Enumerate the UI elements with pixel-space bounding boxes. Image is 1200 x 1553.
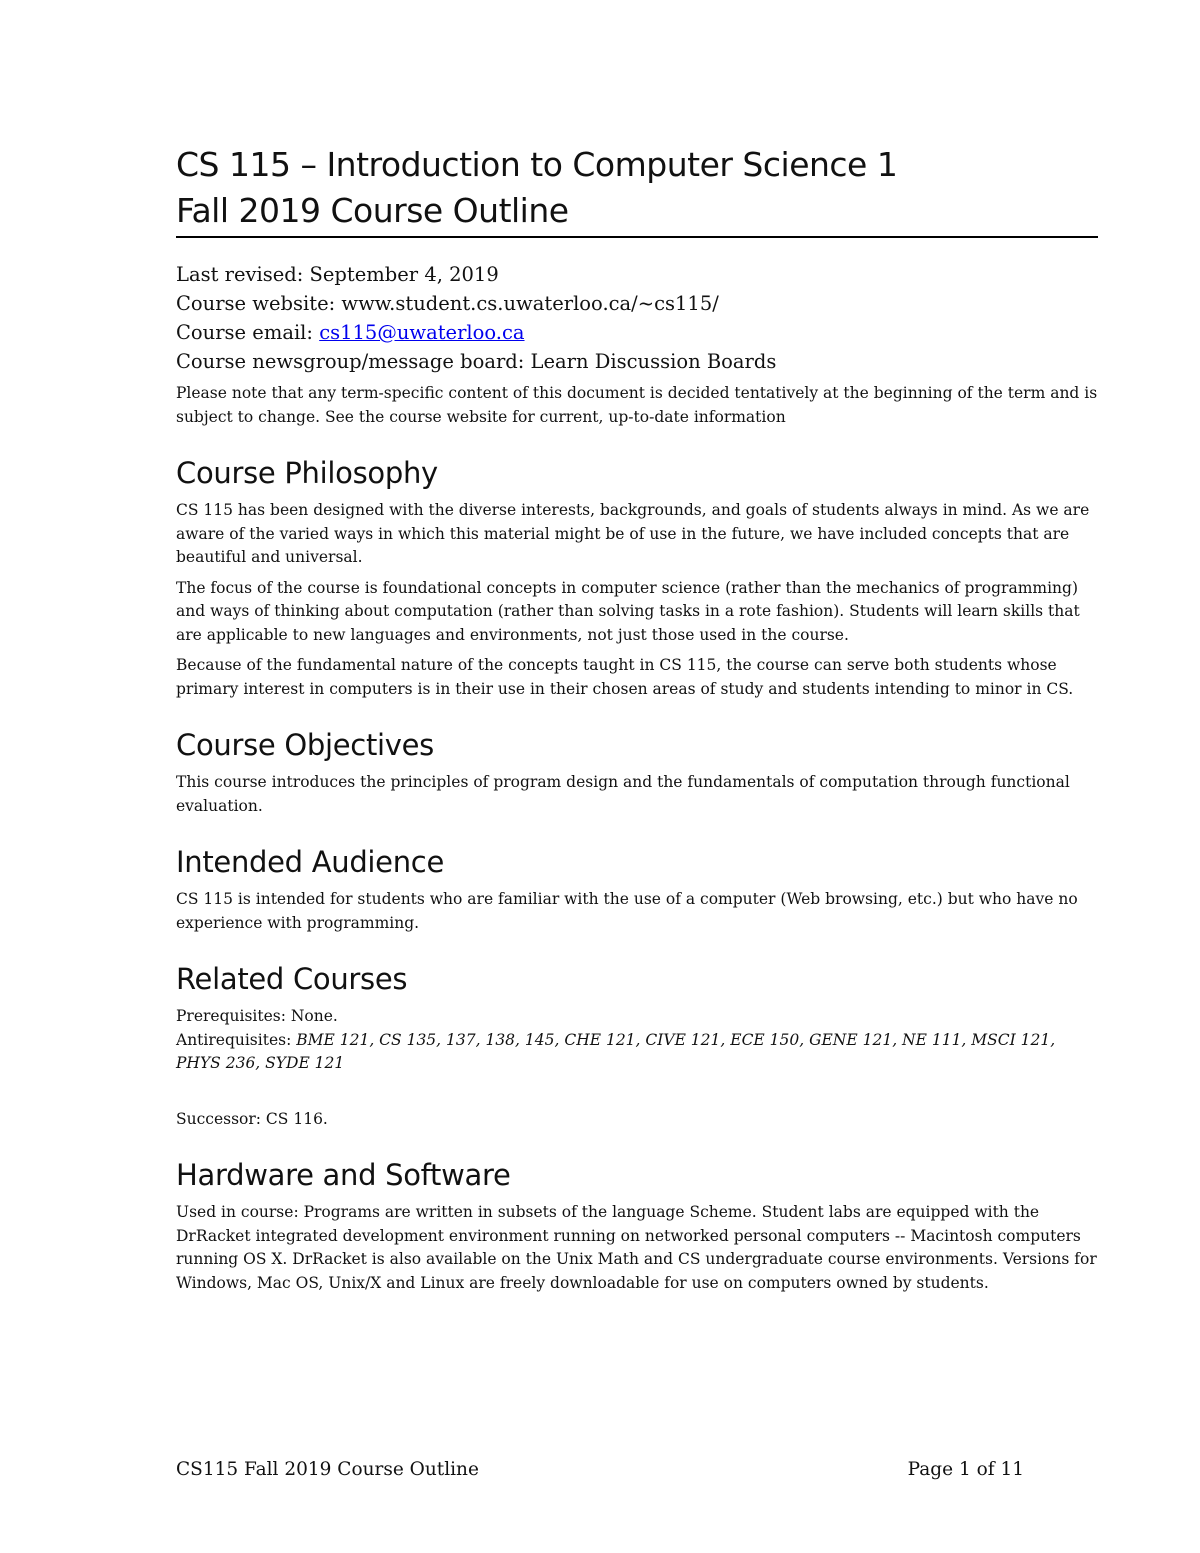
section-philosophy — [176, 455, 1098, 701]
successor: Successor: CS 116. — [176, 1109, 328, 1128]
term-note: Please note that any term-specific content of this document is decided tentatively at the beginning of the term and is subject to change. See the course website for current, up-to-date information — [176, 384, 1098, 426]
antirequisites — [176, 1029, 1098, 1076]
heading-related-courses: Related Courses — [176, 962, 408, 996]
course-website: Course website: www.student.cs.uwaterloo.ca/~cs115/ — [176, 292, 719, 315]
antirequisites-list: BME 121, CS 135, 137, 138, 145, CHE 121, CIVE 121, ECE 150, GENE 121, NE 111, MSCI 121, PHYS 236, SYDE 121 — [176, 1030, 1056, 1072]
footer-title: CS115 Fall 2019 Course Outline — [176, 1459, 479, 1480]
section-related-courses — [176, 961, 1098, 1131]
last-revised: Last revised: September 4, 2019 — [176, 263, 499, 286]
document-subtitle: Fall 2019 Course Outline — [176, 191, 569, 230]
philosophy-paragraph-1: CS 115 has been designed with the diverse interests, backgrounds, and goals of students always in mind. As we are aware of the varied ways in which this material might be of use in the future, we have included concepts that are beautiful and universal. — [176, 501, 1090, 566]
prerequisites: Prerequisites: None. — [176, 1007, 338, 1025]
title-block — [176, 142, 1098, 238]
heading-audience: Intended Audience — [176, 845, 444, 879]
course-meta — [176, 260, 1098, 376]
antirequisites-label: Antirequisites: — [176, 1030, 297, 1049]
section-audience — [176, 844, 1098, 935]
section-hardware-software — [176, 1157, 1098, 1295]
course-email — [176, 318, 1098, 347]
section-objectives — [176, 727, 1098, 818]
heading-philosophy: Course Philosophy — [176, 456, 438, 490]
page-content — [176, 142, 1098, 1302]
course-email-link[interactable]: cs115@uwaterloo.ca — [319, 321, 525, 344]
heading-objectives: Course Objectives — [176, 728, 434, 762]
philosophy-paragraph-3: Because of the fundamental nature of the concepts taught in CS 115, the course can serve both students whose primary interest in computers is in their use in their chosen areas of study and students intending to minor in CS. — [176, 656, 1074, 698]
audience-paragraph: CS 115 is intended for students who are familiar with the use of a computer (Web browsing, etc.) but who have no experience with programming. — [176, 890, 1078, 932]
objectives-paragraph: This course introduces the principles of program design and the fundamentals of computation through functional evaluation. — [176, 773, 1070, 815]
page-number: Page 1 of 11 — [907, 1459, 1024, 1480]
heading-hardware-software: Hardware and Software — [176, 1158, 511, 1192]
hardware-paragraph: Used in course: Programs are written in subsets of the language Scheme. Student labs are equipped with the DrRacket integrated development environment running on networked personal computers -- Macintosh computers running OS X. DrRacket is also available on the Unix Math and CS undergraduate course environments. Versions for Windows, Mac OS, Unix/X and Linux are freely downloadable for use on computers owned by students. — [176, 1203, 1097, 1292]
course-newsgroup: Course newsgroup/message board: Learn Discussion Boards — [176, 350, 777, 373]
document-title: CS 115 – Introduction to Computer Science 1 — [176, 145, 898, 184]
philosophy-paragraph-2: The focus of the course is foundational concepts in computer science (rather than the mechanics of programming) and ways of thinking about computation (rather than solving tasks in a rote fashion). Students will learn skills that are applicable to new languages and environments, not just those used in the course. — [176, 578, 1080, 644]
spacer — [176, 1076, 1098, 1108]
course-email-label: Course email: — [176, 321, 320, 344]
